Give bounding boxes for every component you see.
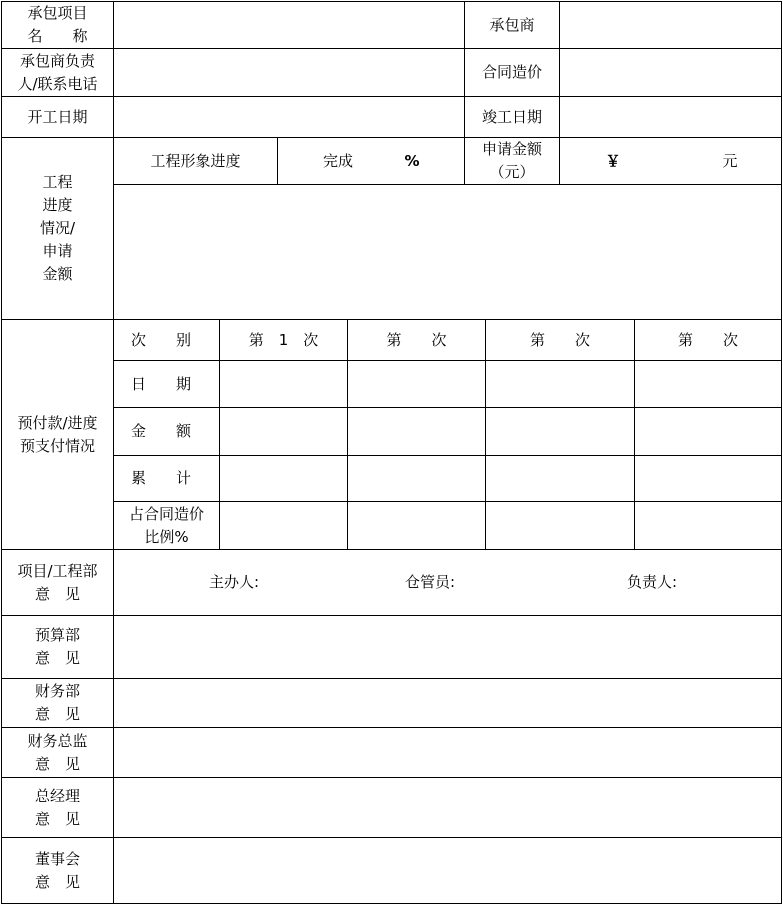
project-dept-opinion-field[interactable] bbox=[114, 550, 781, 615]
date-row-label: 日 期 bbox=[131, 374, 192, 393]
contract-price-field[interactable] bbox=[560, 49, 781, 96]
batch-4-header: 第 次 bbox=[677, 330, 738, 349]
batch-row-label: 次 别 bbox=[131, 330, 192, 349]
board-label: 董事会 意 见 bbox=[34, 849, 80, 891]
budget-dept-opinion-field[interactable] bbox=[114, 616, 781, 678]
organizer-label: 主办人: bbox=[208, 573, 260, 591]
amount-row-label: 金 额 bbox=[131, 422, 192, 440]
prepayment-section-label: 预付款/进度 预支付情况 bbox=[17, 413, 98, 455]
amount-cell-3[interactable] bbox=[486, 408, 634, 455]
amount-cell-4[interactable] bbox=[635, 408, 781, 455]
progress-description-field[interactable] bbox=[114, 185, 781, 319]
completion-label: 完成 bbox=[322, 151, 353, 170]
date-cell-2[interactable] bbox=[348, 361, 485, 407]
warehouse-keeper-label: 仓管员: bbox=[404, 573, 456, 591]
date-cell-1[interactable] bbox=[220, 361, 347, 407]
cumulative-cell-2[interactable] bbox=[348, 456, 485, 501]
responsible-person-label: 负责人: bbox=[626, 573, 678, 591]
yen-sign: ￥ bbox=[605, 151, 621, 170]
amount-cell-2[interactable] bbox=[348, 408, 485, 455]
ratio-cell-4[interactable] bbox=[635, 502, 781, 549]
start-date-label: 开工日期 bbox=[27, 107, 88, 126]
applied-amount-label: 申请金额 （元） bbox=[481, 140, 542, 181]
batch-3-header: 第 次 bbox=[529, 330, 590, 349]
completion-date-label: 竣工日期 bbox=[481, 107, 542, 126]
ratio-row-label: 占合同造价 比例% bbox=[128, 504, 204, 546]
completion-date-field[interactable] bbox=[560, 97, 781, 137]
payment-application-form bbox=[1, 1, 782, 904]
project-name-label: 承包项目 名 称 bbox=[27, 4, 88, 45]
completion-percent-field[interactable] bbox=[278, 138, 464, 184]
ratio-cell-1[interactable] bbox=[220, 502, 347, 549]
cumulative-cell-4[interactable] bbox=[635, 456, 781, 501]
cumulative-row-label: 累 计 bbox=[131, 469, 192, 487]
contractor-contact-label: 承包商负责 人/联系电话 bbox=[17, 51, 98, 93]
finance-director-opinion-field[interactable] bbox=[114, 728, 781, 777]
progress-section-label: 工程 进度 情况/ 申请 金额 bbox=[39, 173, 76, 283]
batch-2-header: 第 次 bbox=[386, 330, 447, 349]
yuan-label: 元 bbox=[722, 151, 738, 170]
budget-dept-label: 预算部 意 见 bbox=[34, 626, 80, 667]
ratio-cell-3[interactable] bbox=[486, 502, 634, 549]
ratio-cell-2[interactable] bbox=[348, 502, 485, 549]
cumulative-cell-3[interactable] bbox=[486, 456, 634, 501]
start-date-field[interactable] bbox=[114, 97, 464, 137]
amount-cell-1[interactable] bbox=[220, 408, 347, 455]
finance-dept-label: 财务部 意 见 bbox=[34, 682, 80, 723]
finance-director-label: 财务总监 意 见 bbox=[27, 731, 88, 773]
border-bottom bbox=[1, 903, 782, 904]
date-cell-4[interactable] bbox=[635, 361, 781, 407]
board-opinion-field[interactable] bbox=[114, 838, 781, 903]
date-cell-3[interactable] bbox=[486, 361, 634, 407]
progress-image-label: 工程形象进度 bbox=[150, 151, 241, 170]
project-name-field[interactable] bbox=[114, 2, 464, 48]
finance-dept-opinion-field[interactable] bbox=[114, 679, 781, 727]
general-manager-label: 总经理 意 见 bbox=[34, 786, 80, 828]
contractor-contact-field[interactable] bbox=[114, 49, 464, 96]
project-dept-label: 项目/工程部 意 见 bbox=[17, 561, 98, 603]
contract-price-label: 合同造价 bbox=[481, 63, 542, 81]
percent-sign: % bbox=[404, 151, 420, 170]
contractor-label: 承包商 bbox=[489, 15, 535, 34]
cumulative-cell-1[interactable] bbox=[220, 456, 347, 501]
contractor-field[interactable] bbox=[560, 2, 781, 48]
general-manager-opinion-field[interactable] bbox=[114, 778, 781, 837]
batch-1-header: 第 1 次 bbox=[248, 330, 319, 349]
applied-amount-field[interactable] bbox=[560, 138, 781, 184]
